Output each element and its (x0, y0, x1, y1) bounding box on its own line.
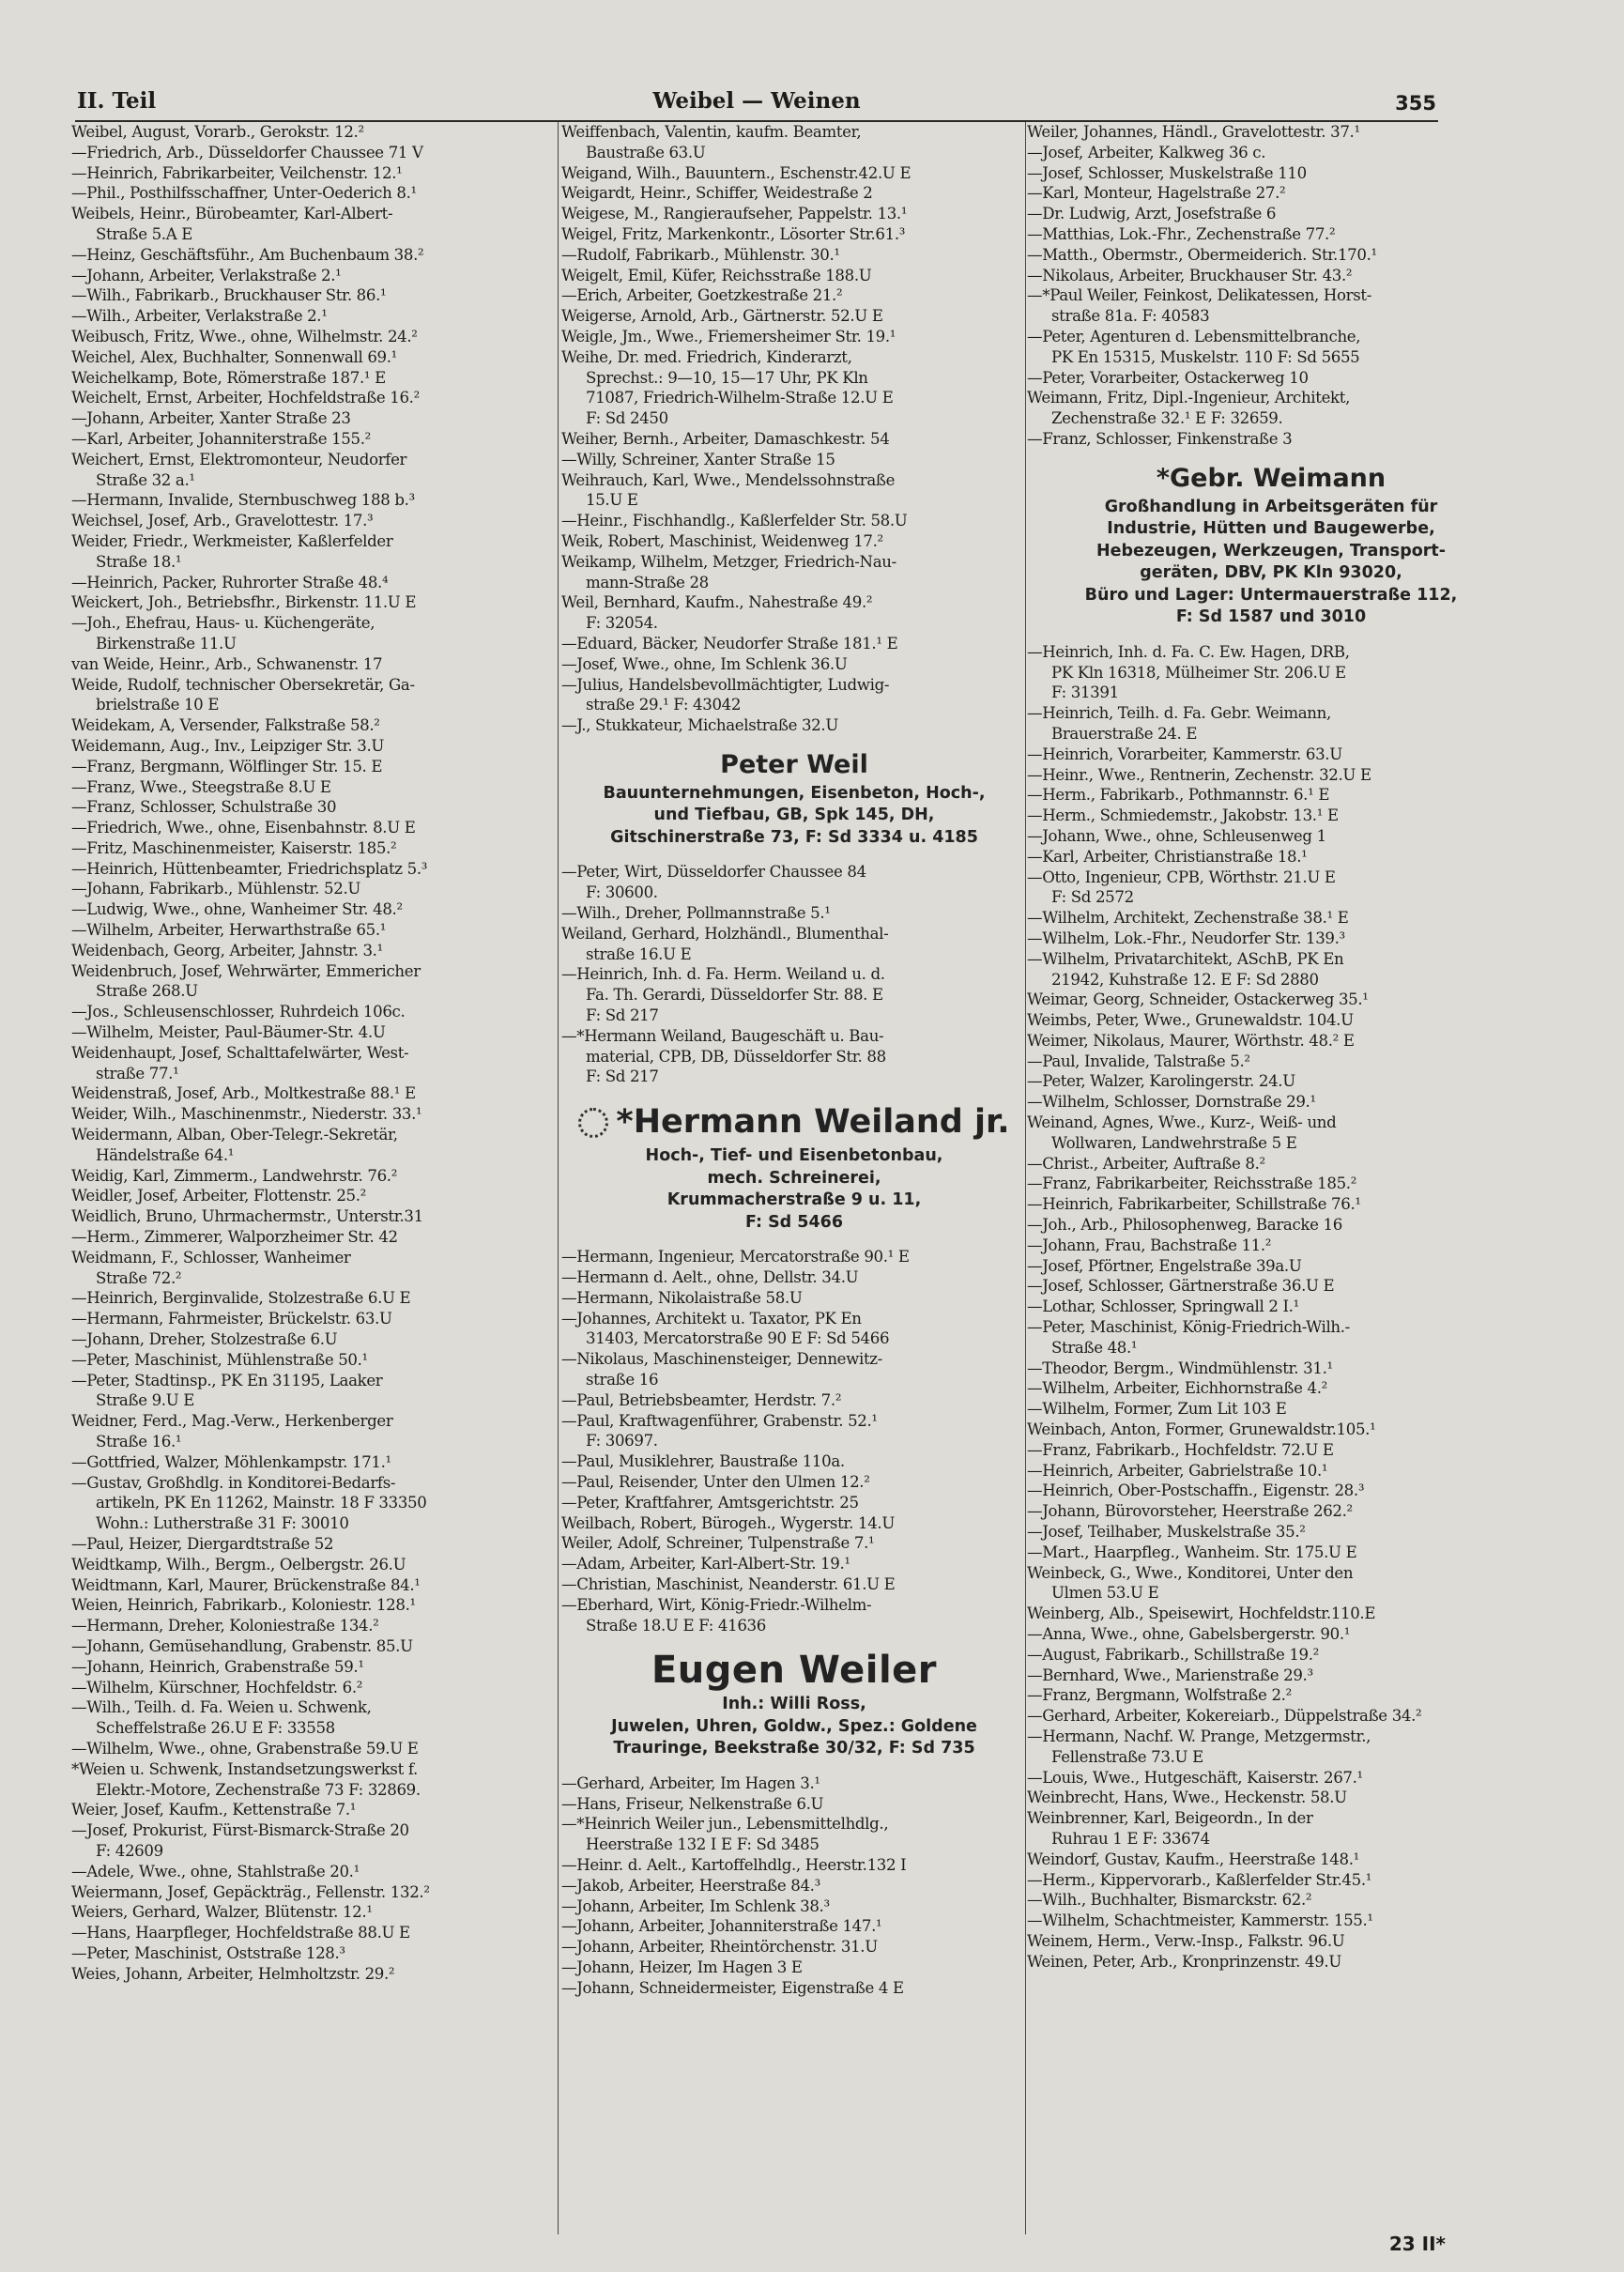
directory-entry: Weigardt, Heinr., Schiffer, Weidestraße 2 (561, 184, 873, 203)
directory-entry: —Johann, Arbeiter, Im Schlenk 38.³ (561, 1896, 830, 1915)
column-3 (1027, 122, 1515, 1973)
directory-entry: Weichsel, Josef, Arb., Gravelottestr. 17.³ (71, 512, 374, 530)
directory-entry: Weinem, Herm., Verw.-Insp., Falkstr. 96.U (1027, 1931, 1345, 1950)
advert-line: Gitschinerstraße 73, F: Sd 3334 u. 4185 (610, 827, 978, 847)
advert-title: Eugen Weiler (651, 1649, 938, 1693)
directory-entry: —Gustav, Großhdlg. in Konditorei-Bedarfs- (71, 1473, 396, 1492)
directory-entry: —Peter, Vorarbeiter, Ostackerweg 10 (1027, 368, 1309, 387)
directory-entry: Weihe, Dr. med. Friedrich, Kinderarzt, (561, 347, 852, 366)
directory-entry: Weider, Wilh., Maschinenmstr., Niederstr. 33.¹ (71, 1105, 422, 1124)
directory-entry: Weidmann, F., Schlosser, Wanheimer (71, 1248, 351, 1266)
directory-entry: —Johann, Frau, Bachstraße 11.² (1027, 1236, 1272, 1254)
page-header (75, 86, 1438, 122)
directory-entry: —Johann, Wwe., ohne, Schleusenweg 1 (1027, 826, 1326, 845)
directory-entry: Weimar, Georg, Schneider, Ostackerweg 35.¹ (1027, 990, 1369, 1009)
directory-entry: 31403, Mercatorstraße 90 E F: Sd 5466 (586, 1329, 890, 1348)
directory-entry: 15.U E (586, 491, 638, 510)
directory-entry: Weiers, Gerhard, Walzer, Blütenstr. 12.¹ (71, 1903, 373, 1922)
directory-entry: Weien, Heinrich, Fabrikarb., Koloniestr. 128.¹ (71, 1596, 416, 1615)
directory-entry: —Peter, Maschinist, König-Friedrich-Wilh.- (1027, 1318, 1350, 1337)
directory-entry: —Peter, Walzer, Karolingerstr. 24.U (1027, 1072, 1295, 1091)
directory-entry: —Hans, Haarpfleger, Hochfeldstraße 88.U E (71, 1924, 410, 1942)
directory-entry: Weil, Bernhard, Kaufm., Nahestraße 49.² (561, 593, 873, 612)
directory-entry: straße 16 (586, 1370, 659, 1389)
directory-entry: —Karl, Arbeiter, Christianstraße 18.¹ (1027, 847, 1308, 866)
directory-entry: Straße 16.¹ (96, 1433, 182, 1451)
directory-entry: —Heinrich, Berginvalide, Stolzestraße 6.U E (71, 1289, 411, 1308)
directory-entry: —Johann, Arbeiter, Verlakstraße 2.¹ (71, 266, 342, 284)
directory-entry: —Herm., Kippervorarb., Kaßlerfelder Str.45.¹ (1027, 1870, 1372, 1889)
directory-entry: —Lothar, Schlosser, Springwall 2 I.¹ (1027, 1297, 1299, 1316)
directory-entry: —Peter, Kraftfahrer, Amtsgerichtstr. 25 (561, 1493, 859, 1512)
directory-entry: —Fritz, Maschinenmeister, Kaiserstr. 185.² (71, 838, 397, 857)
directory-entry: —Josef, Pförtner, Engelstraße 39a.U (1027, 1256, 1302, 1275)
advert-line: F: Sd 5466 (744, 1212, 844, 1232)
directory-entry: —Christ., Arbeiter, Auftraße 8.² (1027, 1154, 1265, 1173)
directory-entry: —Hermann, Fahrmeister, Brückelstr. 63.U (71, 1310, 392, 1328)
directory-entry: Weilbach, Robert, Bürogeh., Wygerstr. 14.U (561, 1513, 895, 1532)
directory-entry: F: 30600. (586, 883, 658, 902)
directory-entry: —Wilhelm, Kürschner, Hochfeldstr. 6.² (71, 1678, 363, 1696)
directory-entry: Straße 48.¹ (1051, 1338, 1138, 1357)
directory-entry: —Franz, Wwe., Steegstraße 8.U E (71, 777, 331, 796)
advert-hermann-weiland (561, 1098, 1027, 1234)
directory-entry: 21942, Kuhstraße 12. E F: Sd 2880 (1051, 970, 1319, 989)
directory-entry: straße 16.U E (586, 944, 692, 963)
directory-entry: —Herm., Fabrikarb., Pothmannstr. 6.¹ E (1027, 786, 1330, 805)
directory-entry: —Matthias, Lok.-Fhr., Zechenstraße 77.² (1027, 224, 1336, 243)
signature-mark: 23 II* (1388, 2233, 1446, 2255)
directory-entry: Straße 72.² (96, 1268, 182, 1287)
directory-entry: Scheffelstraße 26.U E F: 33558 (96, 1719, 335, 1738)
directory-entry: —Josef, Arbeiter, Kalkweg 36 c. (1027, 143, 1266, 161)
directory-entry: Weindorf, Gustav, Kaufm., Heerstraße 148.¹ (1027, 1850, 1359, 1868)
directory-entry: F: 42609 (96, 1841, 163, 1860)
directory-entry: Weidenbach, Georg, Arbeiter, Jahnstr. 3.¹ (71, 941, 383, 959)
directory-entry: —Franz, Schlosser, Finkenstraße 3 (1027, 429, 1293, 448)
directory-entry: Weigle, Jm., Wwe., Friemersheimer Str. 19.¹ (561, 327, 896, 345)
advert-line: mech. Schreinerei, (707, 1168, 881, 1188)
directory-entry: Weidler, Josef, Arbeiter, Flottenstr. 25.² (71, 1187, 366, 1205)
directory-entry: F: 32054. (586, 614, 658, 633)
directory-entry: F: 30697. (586, 1432, 658, 1451)
directory-entry: straße 77.¹ (96, 1064, 179, 1082)
directory-entry: —Mart., Haarpfleg., Wanheim. Str. 175.U E (1027, 1543, 1357, 1561)
directory-entry: Weinbach, Anton, Former, Grunewaldstr.105.¹ (1027, 1420, 1376, 1439)
directory-entry: —Johann, Dreher, Stolzestraße 6.U (71, 1330, 338, 1349)
section-label: II. Teil (77, 88, 157, 114)
directory-entry: —Erich, Arbeiter, Goetzkestraße 21.² (561, 286, 843, 305)
directory-entry: —Adam, Arbeiter, Karl-Albert-Str. 19.¹ (561, 1555, 850, 1574)
entries-block (561, 862, 1027, 1087)
directory-entry: —Eberhard, Wirt, König-Friedr.-Wilhelm- (561, 1595, 872, 1614)
directory-entry: Brauerstraße 24. E (1051, 724, 1198, 743)
directory-entry: Weiermann, Josef, Gepäckträg., Fellenstr. 132.² (71, 1882, 430, 1901)
directory-entry: —*Paul Weiler, Feinkost, Delikatessen, Horst- (1027, 286, 1371, 305)
directory-entry: Weinbrenner, Karl, Beigeordn., In der (1027, 1809, 1313, 1828)
advert-line: Büro und Lager: Untermauerstraße 112, (1084, 585, 1458, 605)
directory-entry: —Johann, Arbeiter, Xanter Straße 23 (71, 409, 351, 428)
directory-entry: Weidner, Ferd., Mag.-Verw., Herkenberger (71, 1412, 393, 1431)
directory-entry: —Hermann, Nachf. W. Prange, Metzgermstr., (1027, 1727, 1371, 1745)
advert-line: Inh.: Willi Ross, (722, 1695, 866, 1714)
directory-entry: —Johann, Heizer, Im Hagen 3 E (561, 1957, 803, 1976)
directory-entry: —Nikolaus, Maschinensteiger, Dennewitz- (561, 1350, 882, 1369)
directory-entry: Weidlich, Bruno, Uhrmachermstr., Unterstr.31 (71, 1207, 423, 1226)
entries-block (561, 1247, 1027, 1635)
directory-entry: Birkenstraße 11.U (96, 634, 237, 652)
directory-entry: —Heinr. d. Aelt., Kartoffelhdlg., Heerstr.132 I (561, 1856, 907, 1874)
directory-entry: *Weien u. Schwenk, Instandsetzungswerkst f. (71, 1759, 418, 1778)
directory-entry: Ulmen 53.U E (1051, 1584, 1159, 1603)
directory-entry: Weidemann, Aug., Inv., Leipziger Str. 3.U (71, 736, 385, 755)
column-divider (558, 122, 559, 2234)
directory-entry: —Peter, Stadtinsp., PK En 31195, Laaker (71, 1371, 383, 1389)
directory-entry: Weigand, Wilh., Bauuntern., Eschenstr.42.U E (561, 163, 912, 182)
directory-entry: Weider, Friedr., Werkmeister, Kaßlerfelder (71, 531, 393, 550)
directory-entry: —Paul, Reisender, Unter den Ulmen 12.² (561, 1472, 870, 1491)
directory-entry: Weimer, Nikolaus, Maurer, Wörthstr. 48.² E (1027, 1031, 1355, 1050)
directory-entry: Sprechst.: 9—10, 15—17 Uhr, PK Kln (586, 368, 868, 387)
directory-entry: Weinen, Peter, Arb., Kronprinzenstr. 49.U (1027, 1952, 1341, 1971)
directory-entry: —Franz, Schlosser, Schulstraße 30 (71, 798, 337, 817)
directory-entry: —Peter, Maschinist, Oststraße 128.³ (71, 1943, 345, 1962)
directory-entry: —Adele, Wwe., ohne, Stahlstraße 20.¹ (71, 1862, 360, 1881)
entries-block (1027, 122, 1515, 450)
directory-entry: —Franz, Bergmann, Wolfstraße 2.² (1027, 1686, 1292, 1705)
advert-title: *Gebr. Weimann (1156, 463, 1387, 493)
directory-entry: Weiler, Adolf, Schreiner, Tulpenstraße 7.¹ (561, 1534, 875, 1553)
directory-entry: —Johann, Arbeiter, Rheintörchenstr. 31.U (561, 1938, 878, 1957)
directory-entry: —Franz, Bergmann, Wölflinger Str. 15. E (71, 757, 383, 775)
directory-entry: —Wilhelm, Wwe., ohne, Grabenstraße 59.U E (71, 1739, 419, 1758)
advert-title: *Hermann Weiland jr. (616, 1103, 1010, 1142)
directory-entry: —*Hermann Weiland, Baugeschäft u. Bau- (561, 1026, 884, 1045)
directory-entry: —Gerhard, Arbeiter, Im Hagen 3.¹ (561, 1773, 820, 1792)
directory-entry: —Paul, Kraftwagenführer, Grabenstr. 52.¹ (561, 1411, 878, 1430)
directory-entry: Weigerse, Arnold, Arb., Gärtnerstr. 52.U E (561, 307, 883, 326)
directory-entry: Weichelkamp, Bote, Römerstraße 187.¹ E (71, 368, 386, 387)
directory-entry: straße 81a. F: 40583 (1051, 307, 1210, 326)
directory-entry: Weibels, Heinr., Bürobeamter, Karl-Albert- (71, 205, 393, 223)
directory-entry: —Wilhelm, Schachtmeister, Kammerstr. 155.¹ (1027, 1911, 1373, 1930)
directory-entry: Händelstraße 64.¹ (96, 1145, 235, 1164)
advert-line: Krummacherstraße 9 u. 11, (666, 1190, 922, 1210)
directory-entry: Weimann, Fritz, Dipl.-Ingenieur, Architekt, (1027, 389, 1350, 407)
directory-entry: Wollwaren, Landwehrstraße 5 E (1051, 1133, 1297, 1152)
directory-entry: —*Heinrich Weiler jun., Lebensmittelhdlg., (561, 1815, 889, 1834)
directory-entry: —Heinrich, Fabrikarbeiter, Schillstraße 76.¹ (1027, 1195, 1361, 1214)
directory-entry: —Hermann, Dreher, Koloniestraße 134.² (71, 1617, 379, 1635)
directory-entry: Weichel, Alex, Buchhalter, Sonnenwall 69.¹ (71, 347, 397, 366)
directory-entry: —Anna, Wwe., ohne, Gabelsbergerstr. 90.¹ (1027, 1625, 1351, 1643)
directory-entry: —Joh., Arb., Philosophenweg, Baracke 16 (1027, 1216, 1342, 1235)
column-1 (71, 122, 550, 1985)
directory-entry: —Wilh., Teilh. d. Fa. Weien u. Schwenk, (71, 1698, 372, 1717)
directory-entry: —Theodor, Bergm., Windmühlenstr. 31.¹ (1027, 1359, 1333, 1377)
directory-entry: F: Sd 217 (586, 1006, 659, 1024)
directory-entry: —Heinz, Geschäftsführ., Am Buchenbaum 38.² (71, 245, 424, 264)
entries-block (561, 122, 1027, 736)
directory-entry: —Johann, Schneidermeister, Eigenstraße 4 E (561, 1978, 904, 1997)
directory-entry: Weidenstraß, Josef, Arb., Moltkestraße 88.¹ E (71, 1084, 416, 1103)
directory-entry: Weidekam, A, Versender, Falkstraße 58.² (71, 716, 380, 735)
directory-entry: —Christian, Maschinist, Neanderstr. 61.U E (561, 1574, 896, 1593)
advert-line: Trauringe, Beekstraße 30/32, F: Sd 735 (613, 1739, 975, 1758)
directory-entry: PK En 15315, Muskelstr. 110 F: Sd 5655 (1051, 347, 1360, 366)
directory-entry: —Wilhelm, Privatarchitekt, ASchB, PK En (1027, 949, 1344, 968)
directory-entry: F: Sd 2572 (1051, 888, 1134, 907)
directory-entry: —Bernhard, Wwe., Marienstraße 29.³ (1027, 1666, 1313, 1684)
directory-entry: Weigel, Fritz, Markenkontr., Lösorter Str.61.³ (561, 224, 906, 243)
directory-entry: Elektr.-Motore, Zechenstraße 73 F: 32869. (96, 1780, 421, 1799)
directory-entry: —Heinrich, Inh. d. Fa. Herm. Weiland u. d. (561, 965, 885, 984)
directory-entry: Weies, Johann, Arbeiter, Helmholtzstr. 29.² (71, 1964, 395, 1983)
directory-entry: —Eduard, Bäcker, Neudorfer Straße 181.¹ E (561, 634, 898, 652)
running-head: Weibel — Weinen (652, 88, 861, 114)
directory-entry: 71087, Friedrich-Wilhelm-Straße 12.U E (586, 389, 894, 407)
directory-entry: —Josef, Wwe., ohne, Im Schlenk 36.U (561, 654, 848, 673)
directory-entry: —Josef, Schlosser, Gärtnerstraße 36.U E (1027, 1277, 1335, 1296)
directory-entry: Weinbeck, G., Wwe., Konditorei, Unter den (1027, 1563, 1354, 1582)
directory-entry: —Peter, Maschinist, Mühlenstraße 50.¹ (71, 1350, 368, 1369)
directory-entry: Straße 18.U E F: 41636 (586, 1616, 766, 1635)
directory-entry: Weiland, Gerhard, Holzhändl., Blumenthal- (561, 924, 889, 943)
directory-entry: Weide, Rudolf, technischer Obersekretär, Ga- (71, 675, 415, 694)
directory-entry: Zechenstraße 32.¹ E F: 32659. (1051, 409, 1283, 428)
directory-entry: F: Sd 217 (586, 1067, 659, 1086)
directory-entry: —Joh., Ehefrau, Haus- u. Küchengeräte, (71, 614, 375, 633)
directory-entry: —Wilhelm, Schlosser, Dornstraße 29.¹ (1027, 1093, 1316, 1112)
directory-entry: —Willy, Schreiner, Xanter Straße 15 (561, 450, 835, 468)
directory-entry: —Karl, Monteur, Hagelstraße 27.² (1027, 184, 1286, 203)
directory-entry: Straße 268.U (96, 982, 198, 1001)
directory-entry: —Hermann, Ingenieur, Mercatorstraße 90.¹ E (561, 1248, 910, 1266)
directory-entry: —Paul, Musiklehrer, Baustraße 110a. (561, 1452, 845, 1471)
advert-line: Hoch-, Tief- und Eisenbetonbau, (645, 1146, 943, 1166)
directory-entry: Weigese, M., Rangieraufseher, Pappelstr. 13.¹ (561, 205, 908, 223)
directory-entry: —Hermann, Nikolaistraße 58.U (561, 1288, 803, 1307)
directory-entry: —Wilh., Fabrikarb., Bruckhauser Str. 86.¹ (71, 286, 387, 305)
directory-entry: Weimbs, Peter, Wwe., Grunewaldstr. 104.U (1027, 1011, 1354, 1030)
advert-line: und Tiefbau, GB, Spk 145, DH, (653, 806, 935, 825)
directory-entry: —Wilh., Dreher, Pollmannstraße 5.¹ (561, 904, 831, 922)
page-number: 355 (1395, 92, 1436, 115)
directory-entry: —Ludwig, Wwe., ohne, Wanheimer Str. 48.² (71, 900, 403, 919)
directory-entry: Straße 5.A E (96, 224, 193, 243)
entries-block (561, 1773, 1027, 1999)
directory-entry: —Otto, Ingenieur, CPB, Wörthstr. 21.U E (1027, 867, 1336, 886)
directory-entry: Weibusch, Fritz, Wwe., ohne, Wilhelmstr. 24.² (71, 327, 418, 345)
directory-entry: Weikamp, Wilhelm, Metzger, Friedrich-Nau- (561, 552, 896, 571)
directory-entry: —Gerhard, Arbeiter, Kokereiarb., Düppelstraße 34.² (1027, 1707, 1422, 1726)
directory-entry: —Wilh., Arbeiter, Verlakstraße 2.¹ (71, 307, 328, 326)
directory-entry: —Josef, Teilhaber, Muskelstraße 35.² (1027, 1523, 1306, 1542)
directory-entry: Straße 32 a.¹ (96, 470, 195, 489)
advert-title: Peter Weil (720, 749, 868, 779)
directory-entry: Weihrauch, Karl, Wwe., Mendelssohnstraße (561, 470, 896, 489)
directory-entry: —Johann, Bürovorsteher, Heerstraße 262.² (1027, 1502, 1353, 1521)
directory-entry: —Herm., Zimmerer, Walporzheimer Str. 42 (71, 1228, 398, 1247)
directory-entry: Weinberg, Alb., Speisewirt, Hochfeldstr.110.E (1027, 1604, 1376, 1623)
directory-entry: —Heinrich, Hüttenbeamter, Friedrichsplatz 5.³ (71, 859, 428, 878)
directory-entry: Weidenbruch, Josef, Wehrwärter, Emmericher (71, 961, 421, 980)
directory-entry: —Wilhelm, Lok.-Fhr., Neudorfer Str. 139.³ (1027, 929, 1345, 947)
directory-entry: straße 29.¹ F: 43042 (586, 696, 742, 714)
directory-entry: —Johann, Gemüsehandlung, Grabenstr. 85.U (71, 1636, 413, 1655)
entries-block (1027, 642, 1515, 1973)
directory-entry: —Franz, Fabrikarb., Hochfeldstr. 72.U E (1027, 1440, 1334, 1459)
advert-line: F: Sd 1587 und 3010 (1175, 607, 1367, 627)
directory-entry: —Jakob, Arbeiter, Heerstraße 84.³ (561, 1876, 820, 1895)
directory-entry: —Peter, Wirt, Düsseldorfer Chaussee 84 (561, 863, 866, 882)
directory-entry: Weichelt, Ernst, Arbeiter, Hochfeldstraße 16.² (71, 389, 420, 407)
directory-entry: —Heinrich, Vorarbeiter, Kammerstr. 63.U (1027, 745, 1342, 763)
directory-entry: Weickert, Joh., Betriebsfhr., Birkenstr. 11.U E (71, 593, 417, 612)
advert-line: Industrie, Hütten und Baugewerbe, (1107, 519, 1435, 539)
directory-entry: Weidig, Karl, Zimmerm., Landwehrstr. 76.² (71, 1166, 398, 1185)
directory-entry: —Karl, Arbeiter, Johanniterstraße 155.² (71, 429, 371, 448)
directory-entry: —Jos., Schleusenschlosser, Ruhrdeich 106c. (71, 1003, 406, 1021)
directory-entry: —Louis, Wwe., Hutgeschäft, Kaiserstr. 267.¹ (1027, 1768, 1363, 1787)
advert-eugen-weiler (561, 1647, 1027, 1760)
directory-entry: —Wilhelm, Architekt, Zechenstraße 38.¹ E (1027, 909, 1349, 928)
directory-entry: van Weide, Heinr., Arb., Schwanenstr. 17 (71, 654, 383, 673)
directory-entry: —Phil., Posthilfsschaffner, Unter-Oederich 8.¹ (71, 184, 417, 203)
directory-entry: —Josef, Schlosser, Muskelstraße 110 (1027, 163, 1307, 182)
directory-entry: —Herm., Schmiedemstr., Jakobstr. 13.¹ E (1027, 806, 1339, 825)
directory-entry: Heerstraße 132 I E F: Sd 3485 (586, 1835, 820, 1854)
gear-icon (578, 1108, 608, 1138)
directory-entry: —Wilhelm, Meister, Paul-Bäumer-Str. 4.U (71, 1023, 386, 1042)
directory-entry: —Wilhelm, Former, Zum Lit 103 E (1027, 1400, 1287, 1419)
directory-entry: —Gottfried, Walzer, Möhlenkampstr. 171.¹ (71, 1452, 391, 1471)
directory-entry: brielstraße 10 E (96, 696, 220, 714)
directory-entry: —Heinrich, Teilh. d. Fa. Gebr. Weimann, (1027, 704, 1331, 723)
directory-entry: —Matth., Obermstr., Obermeiderich. Str.170.¹ (1027, 245, 1377, 264)
directory-entry: Weik, Robert, Maschinist, Weidenweg 17.² (561, 531, 883, 550)
directory-entry: —Franz, Fabrikarbeiter, Reichsstraße 185.² (1027, 1174, 1357, 1193)
directory-entry: Straße 18.¹ (96, 552, 182, 571)
directory-entry: Weidtkamp, Wilh., Bergm., Oelbergstr. 26.U (71, 1555, 406, 1574)
directory-entry: —Wilhelm, Arbeiter, Eichhornstraße 4.² (1027, 1379, 1327, 1398)
directory-entry: —Paul, Heizer, Diergardtstraße 52 (71, 1534, 334, 1553)
directory-entry: Weidermann, Alban, Ober-Telegr.-Sekretär, (71, 1126, 398, 1144)
directory-entry: —Friedrich, Wwe., ohne, Eisenbahnstr. 8.U E (71, 819, 416, 837)
advert-line: Großhandlung in Arbeitsgeräten für (1104, 497, 1438, 516)
directory-entry: —Paul, Invalide, Talstraße 5.² (1027, 1052, 1250, 1070)
directory-entry: —Heinrich, Packer, Ruhrorter Straße 48.⁴ (71, 573, 389, 591)
directory-entry: Weibel, August, Vorarb., Gerokstr. 12.² (71, 123, 364, 141)
directory-entry: Weiher, Bernh., Arbeiter, Damaschkestr. 54 (561, 429, 890, 448)
directory-entry: —Josef, Prokurist, Fürst-Bismarck-Straße 20 (71, 1821, 409, 1840)
directory-entry: PK Kln 16318, Mülheimer Str. 206.U E (1051, 663, 1346, 682)
directory-entry: —Dr. Ludwig, Arzt, Josefstraße 6 (1027, 205, 1277, 223)
advert-gebr-weimann (1027, 461, 1515, 629)
directory-entry: artikeln, PK En 11262, Mainstr. 18 F 33350 (96, 1494, 427, 1512)
directory-entry: Weigelt, Emil, Küfer, Reichsstraße 188.U (561, 266, 872, 284)
directory-entry: —Paul, Betriebsbeamter, Herdstr. 7.² (561, 1390, 842, 1409)
directory-entry: Baustraße 63.U (586, 143, 706, 161)
directory-entry: Weiler, Johannes, Händl., Gravelottestr. 37.¹ (1027, 123, 1360, 141)
directory-entry: Weidtmann, Karl, Maurer, Brückenstraße 84.¹ (71, 1575, 421, 1594)
advert-line: Bauunternehmungen, Eisenbeton, Hoch-, (603, 783, 986, 803)
directory-entry: Weidenhaupt, Josef, Schalttafelwärter, West- (71, 1043, 409, 1062)
directory-entry: —Johann, Arbeiter, Johanniterstraße 147.¹ (561, 1917, 882, 1936)
advert-line: Juwelen, Uhren, Goldw., Spez.: Goldene (611, 1716, 977, 1736)
directory-entry: Ruhrau 1 E F: 33674 (1051, 1829, 1210, 1848)
directory-entry: —Friedrich, Arb., Düsseldorfer Chaussee 71 V (71, 143, 423, 161)
directory-entry: Weinand, Agnes, Wwe., Kurz-, Weiß- und (1027, 1113, 1337, 1132)
directory-entry: F: 31391 (1051, 683, 1119, 702)
directory-entry: —Peter, Agenturen d. Lebensmittelbranche, (1027, 327, 1361, 345)
column-2 (561, 122, 1027, 1999)
directory-entry: —J., Stukkateur, Michaelstraße 32.U (561, 716, 838, 735)
directory-entry: —Hermann d. Aelt., ohne, Dellstr. 34.U (561, 1267, 859, 1286)
directory-entry: material, CPB, DB, Düsseldorfer Str. 88 (586, 1047, 886, 1066)
directory-entry: —Hermann, Invalide, Sternbuschweg 188 b.³ (71, 491, 415, 510)
directory-entry: —Julius, Handelsbevollmächtigter, Ludwig- (561, 675, 890, 694)
advert-line: geräten, DBV, PK Kln 93020, (1140, 563, 1402, 583)
directory-entry: Wohn.: Lutherstraße 31 F: 30010 (96, 1514, 349, 1533)
directory-entry: F: Sd 2450 (586, 409, 668, 428)
directory-entry: —August, Fabrikarb., Schillstraße 19.² (1027, 1645, 1319, 1664)
directory-entry: —Johann, Fabrikarb., Mühlenstr. 52.U (71, 880, 361, 898)
directory-entry: Weinbrecht, Hans, Wwe., Heckenstr. 58.U (1027, 1788, 1347, 1807)
directory-entry: —Heinrich, Inh. d. Fa. C. Ew. Hagen, DRB, (1027, 642, 1350, 661)
directory-entry: —Heinrich, Arbeiter, Gabrielstraße 10.¹ (1027, 1461, 1328, 1480)
directory-entry: —Nikolaus, Arbeiter, Bruckhauser Str. 43.² (1027, 266, 1353, 284)
directory-entry: Weiffenbach, Valentin, kaufm. Beamter, (561, 123, 862, 141)
directory-entry: —Wilh., Buchhalter, Bismarckstr. 62.² (1027, 1891, 1312, 1910)
directory-entry: —Wilhelm, Arbeiter, Herwarthstraße 65.¹ (71, 921, 387, 940)
directory-entry: —Heinr., Wwe., Rentnerin, Zechenstr. 32.U E (1027, 765, 1371, 784)
directory-entry: —Heinr., Fischhandlg., Kaßlerfelder Str. 58.U (561, 512, 908, 530)
directory-entry: —Johannes, Architekt u. Taxator, PK En (561, 1309, 862, 1328)
directory-entry: Straße 9.U E (96, 1391, 195, 1410)
directory-entry: Weier, Josef, Kaufm., Kettenstraße 7.¹ (71, 1801, 357, 1819)
directory-entry: mann-Straße 28 (586, 573, 709, 591)
directory-entry: Weichert, Ernst, Elektromonteur, Neudorfer (71, 450, 407, 468)
directory-entry: —Rudolf, Fabrikarb., Mühlenstr. 30.¹ (561, 245, 840, 264)
directory-entry: —Johann, Heinrich, Grabenstraße 59.¹ (71, 1657, 364, 1676)
advert-line: Hebezeugen, Werkzeugen, Transport- (1095, 541, 1447, 560)
advert-peter-weil (561, 747, 1027, 850)
directory-entry: —Hans, Friseur, Nelkenstraße 6.U (561, 1794, 824, 1813)
directory-entry: Fa. Th. Gerardi, Düsseldorfer Str. 88. E (586, 986, 883, 1005)
directory-entry: —Heinrich, Fabrikarbeiter, Veilchenstr. 12.¹ (71, 163, 403, 182)
directory-entry: Fellenstraße 73.U E (1051, 1747, 1203, 1766)
directory-entry: —Heinrich, Ober-Postschaffn., Eigenstr. 28.³ (1027, 1481, 1365, 1500)
